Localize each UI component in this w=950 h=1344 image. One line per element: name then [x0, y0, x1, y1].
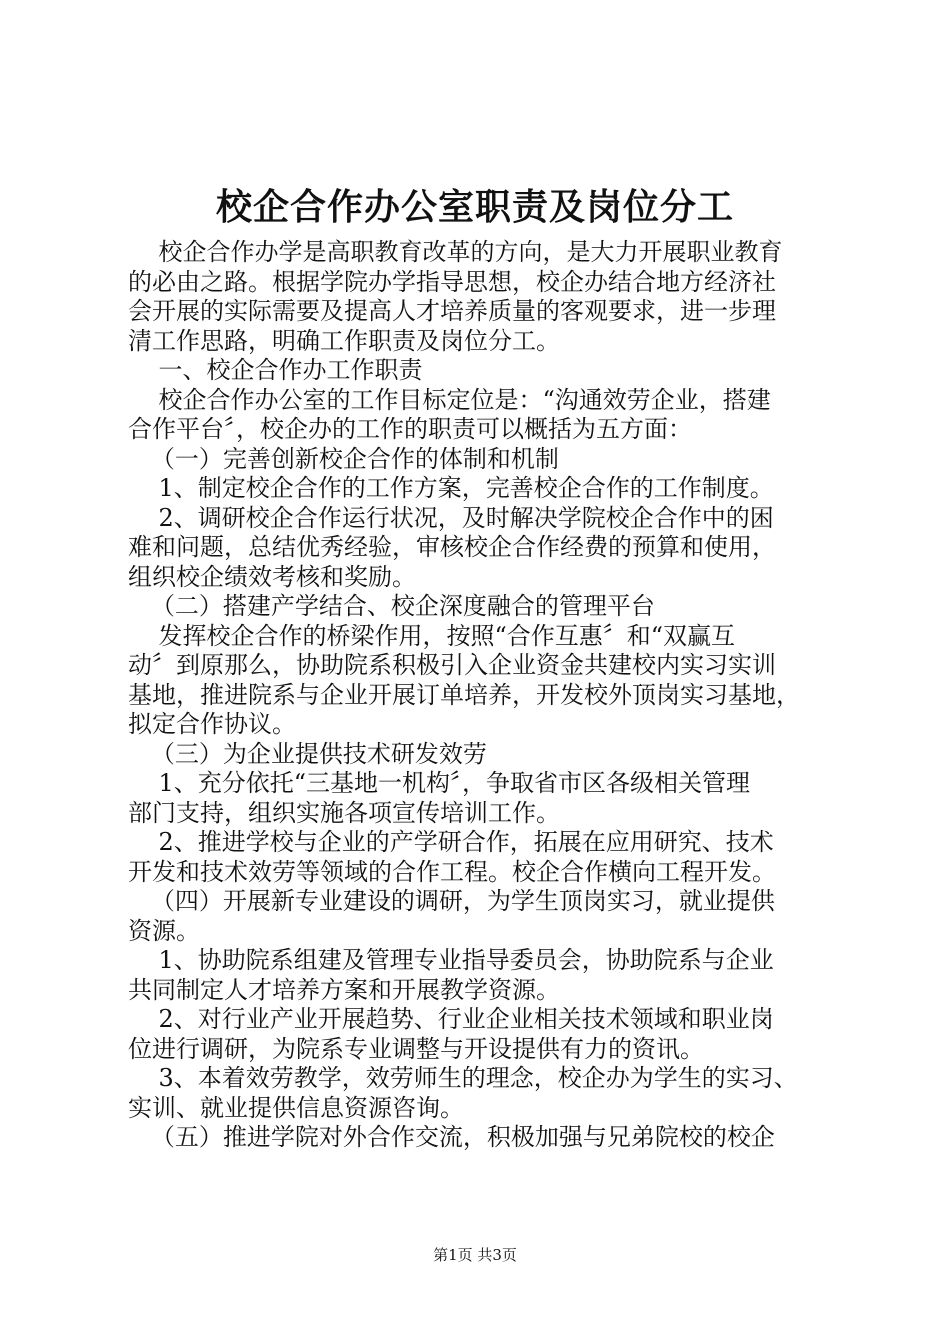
paragraph-line: 拟定合作协议。	[128, 710, 296, 738]
paragraph-line: 清工作思路，明确工作职责及岗位分工。	[128, 326, 560, 355]
paragraph-line: 合作平台〞，校企办的工作的职责可以概括为五方面：	[128, 415, 692, 443]
paragraph-line: 组织校企绩效考核和奖励。	[128, 562, 416, 591]
paragraph-line: 部门支持，组织实施各项宣传培训工作。	[128, 798, 560, 827]
paragraph-line: （五）推进学院对外合作交流，积极加强与兄弟院校的校企	[128, 1123, 775, 1151]
paragraph-line: 开发和技术效劳等领域的合作工程。校企合作横向工程开发。	[128, 857, 776, 886]
paragraph-line: 难和问题，总结优秀经验，审核校企合作经费的预算和使用，	[128, 533, 776, 561]
page-footer: 第1页 共3页	[433, 1246, 517, 1264]
paragraph-line: 校企合作办学是高职教育改革的方向，是大力开展职业教育	[128, 238, 783, 266]
paragraph-line: 共同制定人才培养方案和开展教学资源。	[128, 975, 560, 1004]
paragraph-line: 基地，推进院系与企业开展订单培养，开发校外顶岗实习基地，	[128, 680, 800, 709]
paragraph-line: 动〞到原那么，协助院系积极引入企业资金共建校内实习实训	[128, 651, 776, 679]
paragraph-line: 2、推进学校与企业的产学研合作，拓展在应用研究、技术	[128, 828, 774, 856]
document-title: 校企合作办公室职责及岗位分工	[215, 187, 734, 228]
paragraph-line: 资源。	[128, 916, 200, 945]
paragraph-line: 发挥校企合作的桥梁作用，按照“合作互惠〞和“双赢互	[128, 621, 736, 650]
paragraph-line: 会开展的实际需要及提高人才培养质量的客观要求，进一步理	[128, 297, 776, 325]
paragraph-line: （四）开展新专业建设的调研，为学生顶岗实习，就业提供	[128, 887, 775, 915]
paragraph-line: （三）为企业提供技术研发效劳	[128, 739, 487, 768]
paragraph-line: 的必由之路。根据学院办学指导思想，校企办结合地方经济社	[128, 267, 776, 296]
paragraph-line: （二）搭建产学结合、校企深度融合的管理平台	[128, 592, 655, 620]
paragraph-line: 1、制定校企合作的工作方案，完善校企合作的工作制度。	[128, 474, 774, 502]
paragraph-line: 1、协助院系组建及管理专业指导委员会，协助院系与企业	[128, 946, 774, 974]
paragraph-line: 2、调研校企合作运行状况，及时解决学院校企合作中的困	[128, 503, 774, 532]
paragraph-line: 实训、就业提供信息资源咨询。	[128, 1093, 464, 1122]
paragraph-line: 位进行调研，为院系专业调整与开设提供有力的资讯。	[128, 1034, 704, 1063]
paragraph-line: 校企合作办公室的工作目标定位是：“沟通效劳企业，搭建	[128, 385, 771, 414]
paragraph-line: （一）完善创新校企合作的体制和机制	[128, 444, 559, 473]
paragraph-line: 3、本着效劳教学，效劳师生的理念，校企办为学生的实习、	[128, 1064, 798, 1092]
paragraph-line: 一、校企合作办工作职责	[128, 356, 423, 384]
paragraph-line: 1、充分依托“三基地一机构〞，争取省市区各级相关管理	[128, 769, 751, 797]
paragraph-line: 2、对行业产业开展趋势、行业企业相关技术领域和职业岗	[128, 1005, 774, 1033]
